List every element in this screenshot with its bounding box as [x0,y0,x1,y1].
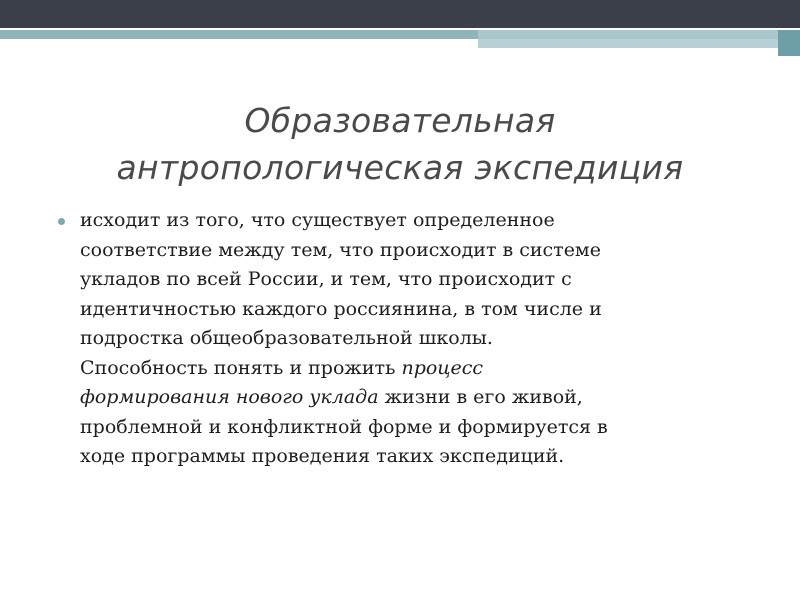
bullet-line-6-text: Способность понять и прожить [80,356,402,379]
bullet-line-3: укладов по всей России, и тем, что происходит с [80,268,572,290]
bullet-line-2: соответствие между тем, что происходит в системе [80,238,601,261]
bullet-line-7 [80,383,748,413]
bullet-line-7-text: жизни в его живой, [378,386,583,408]
top-dark-band [0,0,800,28]
bullet-line-8: проблемной и конфликтной форме и формируется в [80,415,608,438]
bullet-line-4: идентичностью каждого россиянина, в том числе и [80,297,602,320]
decorative-teal-line-right-lower [478,39,778,48]
bullet-dot-icon [58,218,65,225]
decorative-accent-square [778,30,800,56]
bullet-line-6-italic: процесс [401,356,484,379]
title-line-2: антропологическая экспедиция [116,148,684,187]
decorative-teal-line-right-upper [478,30,778,39]
bullet-line-6 [80,354,748,384]
decorative-teal-line-left [0,30,478,39]
bullet-line-5: подростка общеобразовательной школы. [80,327,493,349]
title-line-1: Образовательная [244,101,556,140]
slide-title [30,97,770,191]
bullet-line-9: ходе программы проведения таких экспедиций. [80,445,565,467]
bullet-line-7-italic: формирования нового уклада [80,386,379,408]
bullet-item [48,206,748,472]
slide-body [48,206,748,472]
bullet-line-1: исходит из того, что существует определенное [80,209,555,231]
